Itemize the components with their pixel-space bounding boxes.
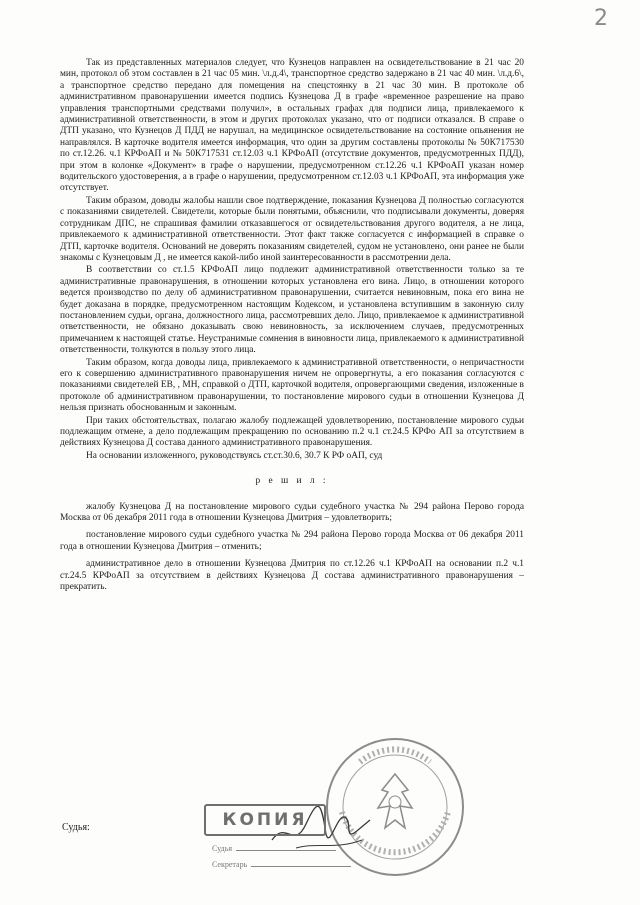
paragraph: Так из представленных материалов следует, что Кузнецов направлен на освидетельствование в 21 час 20 мин, протокол об этом составлен в 21 час 05 мин. \л.д.4\, транспортное средство задержано в 21 час 40 мин. \л.д.6\, а транспортное средство передано для помещения на спецстоянку в 21 час 30 мин. В протоколе об административном правонарушении имеется подпись Кузнецова Д в графе «временное разрешение на право управления транспортными средствами получил», в остальных графах для подписи лица, привлекаемого к административной ответственности, в этом и других протоколах указано, что от подписи отказался. В справе о ДТП указано, что Кузнецов Д ПДД не нарушал, на медицинское освидетельствование на состояние опьянения не направлялся. В карточке водителя имеется информация, что один за другим составлены протоколы № 50К717530 по ст.12.26. ч.1 КРФоАП и № 50К717531 ст.12.03 ч.1 КРФоАП (отсутствие документов, предусмотренных ПДД), при этом в колонке «Документ» в графе о нарушении, предусмотренном ст.12.26 ч.1 КРФоАП указан номер водительского удостоверения, а в графе о нарушении, предусмотренном ст.12.03 ч.1 КРФоАП, эта информация уже отсутствует. — [60, 58, 524, 194]
stamp-judge-line — [212, 842, 336, 853]
operative-item: жалобу Кузнецова Д на постановление мирового судьи судебного участка № 294 района Перово города Москва от 06 декабря 2011 года в отношении Кузнецова Дмитрия – удовлетворить; — [60, 501, 524, 524]
paragraph: При таких обстоятельствах, полагаю жалобу подлежащей удовлетворению, постановление мирового судьи подлежащим отмене, а дело подлежащим прекращению по основанию п.2 ч.1 ст.24.5 КРФо АП за отсутствием в действиях Кузнецова Д состава данного административного правонарушения. — [60, 415, 524, 449]
paragraph: На основании изложенного, руководствуясь ст.ст.30.6, 30.7 К РФ оАП, суд — [86, 450, 383, 461]
resolution-heading: р е ш и л : — [255, 476, 329, 487]
page-number: 2 — [594, 6, 608, 31]
paragraph: В соответствии со ст.1.5 КРФоАП лицо подлежит административной ответственности только за те административные правонарушения, в отношении которых установлена его вина. Лицо, в отношении которого ведется производство по делу об административном правонарушении, считается невиновным, пока его вина не будет доказана в порядке, предусмотренном настоящим Кодексом, и установлена вступившим в законную силу постановлением судьи, органа, должностного лица, рассмотревших дело. Лицо, привлекаемое к административной ответственности, не обязано доказывать свою невиновность, за исключением случаев, предусмотренных примечанием к настоящей статье. Неустранимые сомнения в виновности лица, привлекаемого к административной ответственности, толкуются в пользу этого лица. — [60, 265, 524, 356]
copy-stamp: КОПИЯ — [204, 804, 326, 836]
stamp-secretary-line — [212, 858, 351, 869]
document-body — [60, 58, 524, 599]
stamp-secretary-label: Секретарь — [212, 860, 248, 869]
stamp-judge-label: Судья — [212, 844, 233, 853]
paragraph: Таким образом, когда доводы лица, привлекаемого к административной ответственности, о непричастности его к совершению административного правонарушения ничем не опровергнуты, а его показания согласуются с показаниями свидетелей ЕВ, , МН, справкой о ДТП, карточкой водителя, опровергающими сведения, изложенные в протоколе об административном правонарушении, то постановление мирового судьи в отношении Кузнецова Д нельзя признать обоснованным и законным. — [60, 357, 524, 414]
judge-signature-label: Судья: — [62, 822, 90, 833]
paragraph: Таким образом, доводы жалобы нашли свое подтверждение, показания Кузнецова Д полностью согласуются с показаниями свидетелей. Свидетели, которые были понятыми, объяснили, что подписывали документы, доверяя сотрудникам ДПС, не спрашивая фамилии отказавшегося от освидетельствования другого водителя, а не лица, привлекаемого к административной ответственности. Этот факт также согласуется с информацией в справке о ДТП, карточке водителя. Оснований не доверять показаниям свидетелей, судом не установлено, они ранее не были знакомы с Кузнецовым Д , не имеется какой-либо иной заинтересованности в рассмотрении дела. — [60, 195, 524, 263]
operative-item: административное дело в отношении Кузнецова Дмитрия по ст.12.26 ч.1 КРФоАП на основании п.2 ч.1 ст.24.5 КРФоАП за отсутствием в действиях Кузнецова Д состава административного правонарушения – прекратить. — [60, 559, 524, 593]
operative-item: постановление мирового судьи судебного участка № 294 района Перово города Москва от 06 декабря 2011 года в отношении Кузнецова Дмитрия – отменить; — [60, 530, 524, 552]
